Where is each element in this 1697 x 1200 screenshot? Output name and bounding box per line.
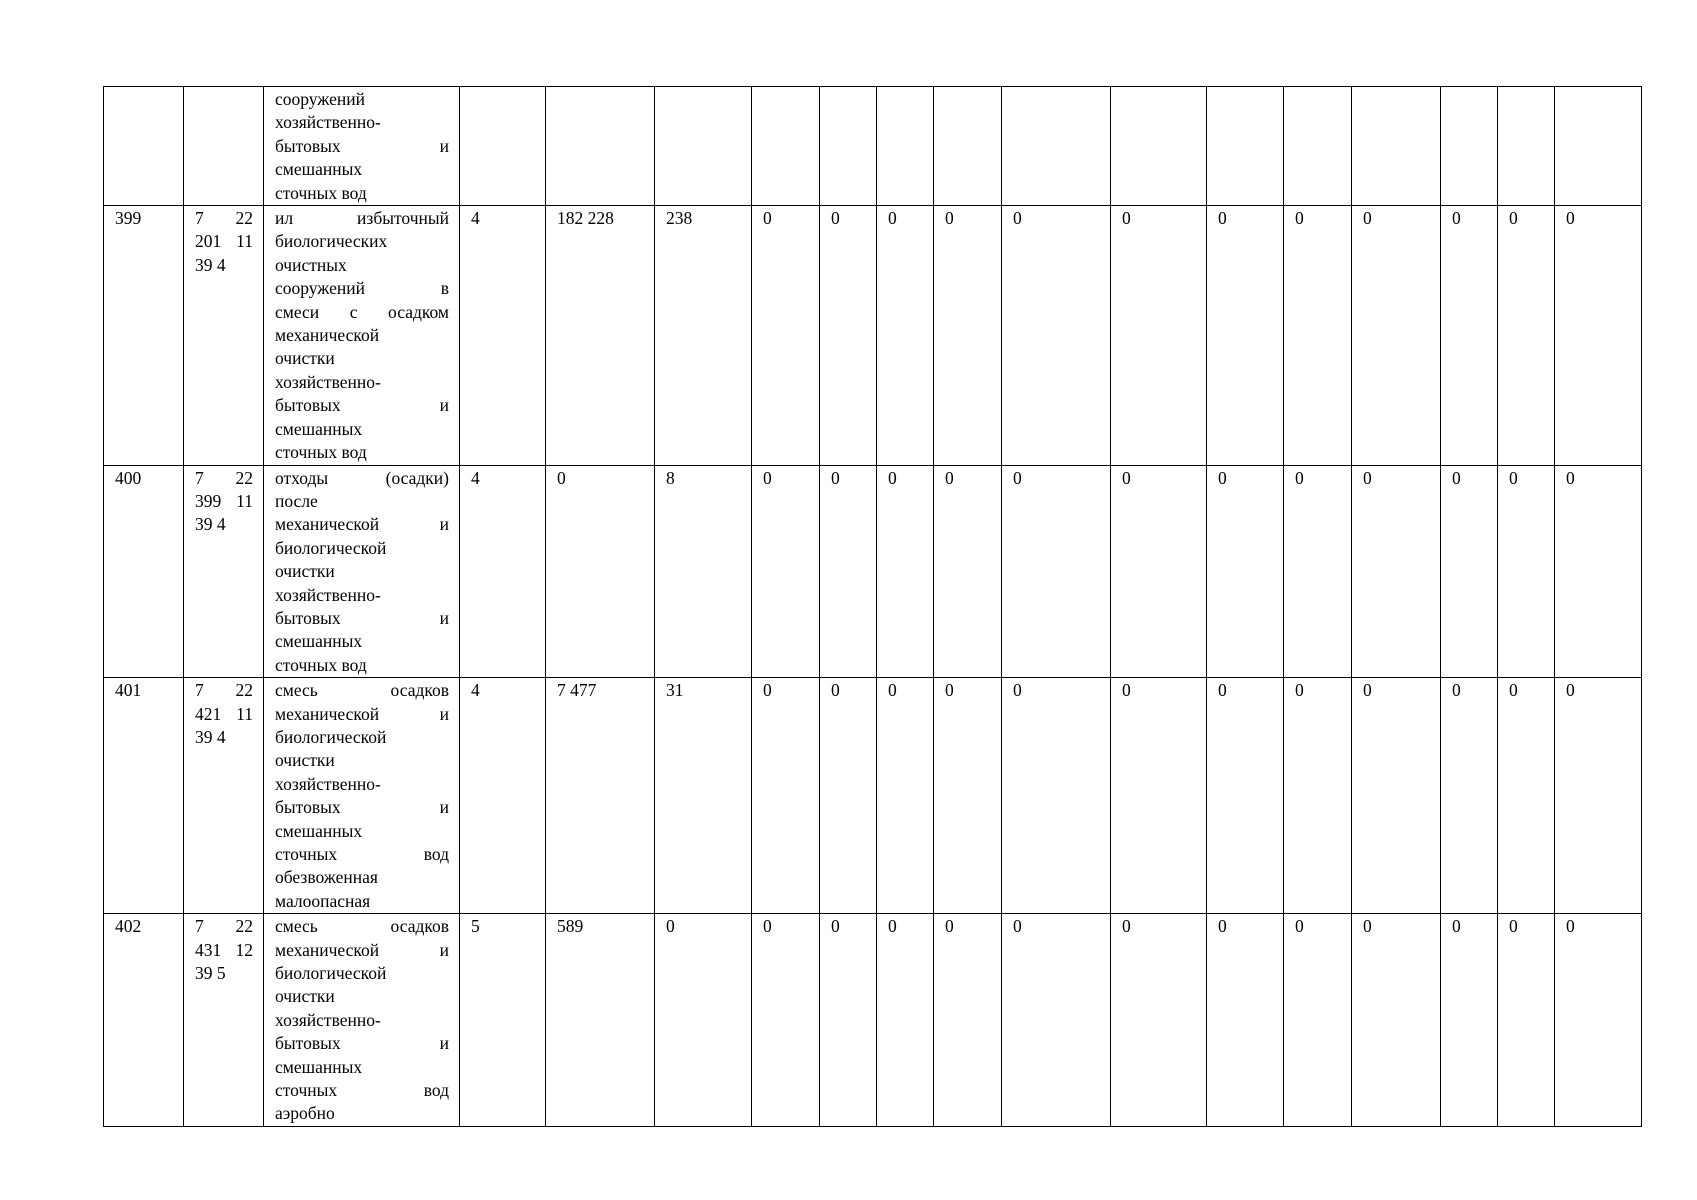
value-cell: 0	[934, 678, 1002, 914]
waste-description-cell	[264, 914, 460, 1127]
row-number-cell: 402	[104, 914, 184, 1127]
value-cell: 7 477	[546, 678, 655, 914]
value-cell	[1284, 87, 1352, 206]
waste-description-line: очистки	[275, 348, 335, 369]
row-number-cell: 401	[104, 678, 184, 914]
value-cell: 0	[820, 678, 877, 914]
waste-description-line: сооружений	[275, 89, 366, 109]
value-cell: 0	[1207, 206, 1284, 465]
waste-description-line: сточных вод	[275, 182, 367, 203]
value-cell: 0	[1207, 914, 1284, 1127]
hazard-class-cell	[460, 87, 546, 206]
waste-description-line: механической и	[275, 514, 449, 535]
table-row	[104, 678, 1642, 914]
value-cell	[1207, 87, 1284, 206]
value-cell: 31	[655, 678, 752, 914]
waste-description-cell	[264, 206, 460, 465]
value-cell: 0	[1284, 465, 1352, 678]
waste-description-line: смешанных	[275, 1056, 363, 1077]
value-cell: 0	[1352, 206, 1441, 465]
waste-description-line: смешанных	[275, 159, 363, 180]
value-cell: 0	[1441, 206, 1498, 465]
value-cell: 0	[1498, 678, 1555, 914]
hazard-class-cell: 5	[460, 914, 546, 1127]
waste-description-line: очистных	[275, 254, 347, 275]
value-cell: 0	[655, 914, 752, 1127]
waste-description-line: смешанных	[275, 631, 363, 652]
value-cell: 0	[934, 914, 1002, 1127]
value-cell: 0	[1284, 206, 1352, 465]
waste-description-line: биологических	[275, 231, 388, 252]
waste-description-line: биологической	[275, 726, 387, 747]
hazard-class-cell: 4	[460, 678, 546, 914]
waste-code-line: 7 22	[195, 208, 253, 229]
waste-description-line: сточных вод	[275, 442, 367, 463]
waste-code-line: 39 4	[195, 514, 226, 535]
hazard-class-cell: 4	[460, 465, 546, 678]
waste-description-line: смешанных	[275, 820, 363, 841]
row-number-cell: 399	[104, 206, 184, 465]
waste-description-line: отходы (осадки)	[275, 467, 449, 488]
value-cell	[1555, 87, 1642, 206]
value-cell: 0	[820, 465, 877, 678]
waste-description-line: бытовых и	[275, 1033, 449, 1054]
waste-code-cell	[184, 678, 264, 914]
row-number-cell: 400	[104, 465, 184, 678]
waste-description-cell	[264, 465, 460, 678]
waste-code-line: 39 5	[195, 963, 226, 984]
waste-description-line: хозяйственно-	[275, 584, 381, 605]
value-cell: 0	[820, 914, 877, 1127]
value-cell: 0	[1111, 678, 1207, 914]
value-cell: 0	[1555, 914, 1642, 1127]
value-cell: 0	[1352, 465, 1441, 678]
waste-code-cell	[184, 87, 264, 206]
waste-description-line: хозяйственно-	[275, 773, 381, 794]
waste-description-line: механической	[275, 325, 380, 346]
waste-description-line: после	[275, 490, 318, 511]
hazard-class-cell: 4	[460, 206, 546, 465]
value-cell: 0	[546, 465, 655, 678]
value-cell: 0	[1352, 678, 1441, 914]
value-cell	[1498, 87, 1555, 206]
waste-code-line: 39 4	[195, 254, 226, 275]
value-cell	[1352, 87, 1441, 206]
waste-description-cell	[264, 87, 460, 206]
value-cell: 0	[820, 206, 877, 465]
waste-description-line: очистки	[275, 986, 335, 1007]
waste-code-line: 421 11	[195, 703, 253, 724]
waste-description-line: аэробно	[275, 1103, 335, 1124]
waste-code-cell	[184, 465, 264, 678]
value-cell: 0	[1284, 678, 1352, 914]
value-cell: 0	[877, 678, 934, 914]
waste-code-cell	[184, 206, 264, 465]
value-cell: 0	[1441, 914, 1498, 1127]
waste-data-table	[103, 86, 1642, 1127]
value-cell: 0	[877, 465, 934, 678]
waste-description-line: малоопасная	[275, 890, 371, 911]
waste-description-line: очистки	[275, 561, 335, 582]
value-cell	[1441, 87, 1498, 206]
waste-description-line: сооружений в	[275, 278, 449, 299]
value-cell: 0	[1111, 465, 1207, 678]
value-cell: 0	[1002, 465, 1111, 678]
value-cell: 0	[752, 206, 820, 465]
waste-description-line: сточных вод	[275, 1080, 449, 1101]
value-cell	[820, 87, 877, 206]
waste-description-line: хозяйственно-	[275, 112, 381, 133]
value-cell: 0	[1284, 914, 1352, 1127]
value-cell: 0	[1555, 678, 1642, 914]
value-cell: 0	[1441, 465, 1498, 678]
value-cell	[655, 87, 752, 206]
waste-description-line: бытовых и	[275, 135, 449, 156]
value-cell: 0	[1352, 914, 1441, 1127]
waste-description-line: бытовых и	[275, 607, 449, 628]
value-cell: 0	[1002, 206, 1111, 465]
table-row	[104, 465, 1642, 678]
value-cell	[546, 87, 655, 206]
table-row	[104, 87, 1642, 206]
table-row	[104, 206, 1642, 465]
value-cell: 0	[1555, 465, 1642, 678]
waste-description-line: смеси с осадком	[275, 301, 449, 322]
value-cell: 0	[877, 206, 934, 465]
waste-description-line: очистки	[275, 750, 335, 771]
waste-description-line: механической и	[275, 939, 449, 960]
table-row	[104, 914, 1642, 1127]
value-cell: 589	[546, 914, 655, 1127]
value-cell: 0	[934, 465, 1002, 678]
value-cell: 0	[752, 678, 820, 914]
waste-code-line: 7 22	[195, 916, 253, 937]
value-cell	[1111, 87, 1207, 206]
waste-description-line: биологической	[275, 537, 387, 558]
waste-code-cell	[184, 914, 264, 1127]
waste-description-line: смесь осадков	[275, 680, 449, 701]
value-cell: 0	[1111, 914, 1207, 1127]
table-body	[104, 87, 1642, 1127]
waste-description-line: сточных вод	[275, 844, 449, 864]
value-cell: 0	[1441, 678, 1498, 914]
value-cell: 0	[1207, 465, 1284, 678]
value-cell: 8	[655, 465, 752, 678]
waste-description-line: бытовых и	[275, 395, 449, 416]
value-cell: 182 228	[546, 206, 655, 465]
value-cell: 0	[877, 914, 934, 1127]
waste-code-line: 399 11	[195, 490, 253, 511]
value-cell: 0	[1498, 206, 1555, 465]
value-cell: 0	[934, 206, 1002, 465]
waste-code-line: 39 4	[195, 726, 226, 747]
waste-code-line: 201 11	[195, 231, 253, 252]
waste-description-line: хозяйственно-	[275, 1009, 381, 1030]
value-cell: 0	[1002, 678, 1111, 914]
waste-description-line: механической и	[275, 703, 449, 724]
value-cell: 0	[1498, 465, 1555, 678]
waste-description-line: ил избыточный	[275, 208, 449, 229]
waste-description-line: сточных вод	[275, 654, 367, 675]
value-cell: 238	[655, 206, 752, 465]
value-cell: 0	[1555, 206, 1642, 465]
waste-description-cell	[264, 678, 460, 914]
value-cell	[1002, 87, 1111, 206]
value-cell: 0	[1002, 914, 1111, 1127]
waste-code-line: 7 22	[195, 467, 253, 488]
waste-code-line: 7 22	[195, 680, 253, 701]
waste-description-line: бытовых и	[275, 797, 449, 818]
value-cell: 0	[752, 914, 820, 1127]
value-cell	[934, 87, 1002, 206]
value-cell	[877, 87, 934, 206]
value-cell: 0	[752, 465, 820, 678]
waste-description-line: смешанных	[275, 418, 363, 439]
waste-code-line: 431 12	[195, 939, 253, 960]
value-cell: 0	[1207, 678, 1284, 914]
waste-description-line: смесь осадков	[275, 916, 449, 937]
waste-description-line: биологической	[275, 963, 387, 984]
value-cell	[752, 87, 820, 206]
value-cell: 0	[1498, 914, 1555, 1127]
value-cell: 0	[1111, 206, 1207, 465]
row-number-cell	[104, 87, 184, 206]
waste-description-line: обезвоженная	[275, 867, 378, 888]
waste-description-line: хозяйственно-	[275, 371, 381, 392]
